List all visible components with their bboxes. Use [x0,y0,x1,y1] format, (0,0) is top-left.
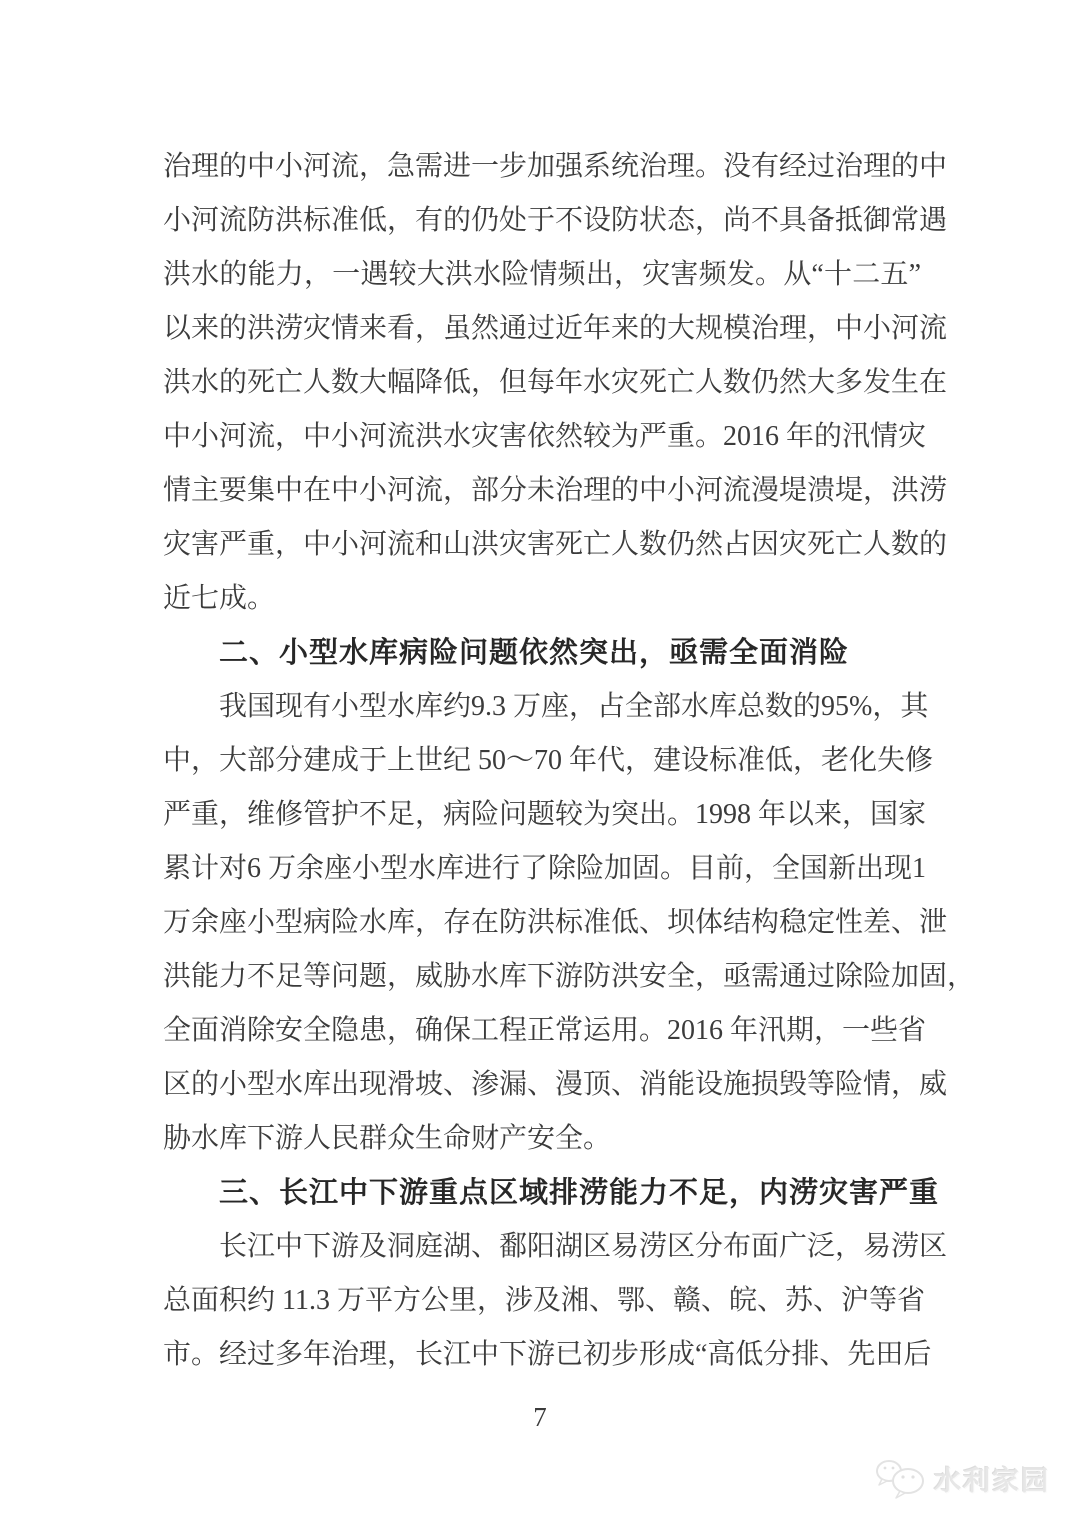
watermark [874,1456,1050,1500]
body-line: 中，大部分建成于上世纪 50～70 年代，建设标准低，老化失修 [163,745,934,776]
wechat-icon [874,1456,928,1500]
body-line: 长江中下游及洞庭湖、鄱阳湖区易涝区分布面广泛，易涝区 [219,1231,948,1262]
body-line: 小河流防洪标准低，有的仍处于不设防状态，尚不具备抵御常遇 [163,205,948,236]
text-column [163,140,976,1382]
body-line: 严重，维修管护不足，病险问题较为突出。1998 年以来，国家 [163,799,927,830]
body-line: 万余座小型病险水库，存在防洪标准低、坝体结构稳定性差、泄 [163,907,948,938]
body-line: 洪水的能力，一遇较大洪水险情频出，灾害频发。从“十二五” [163,259,921,290]
body-line: 治理的中小河流，急需进一步加强系统治理。没有经过治理的中 [163,151,948,182]
body-line: 情主要集中在中小河流，部分未治理的中小河流漫堤溃堤，洪涝 [163,475,948,506]
body-line: 洪水的死亡人数大幅降低，但每年水灾死亡人数仍然大多发生在 [163,367,948,398]
body-line: 总面积约 11.3 万平方公里，涉及湘、鄂、赣、皖、苏、沪等省 [163,1285,925,1316]
body-line: 近七成。 [163,583,276,614]
body-line: 以来的洪涝灾情来看，虽然通过近年来的大规模治理，中小河流 [163,313,948,344]
section-heading-3: 三、长江中下游重点区域排涝能力不足，内涝灾害严重 [219,1177,940,1209]
section-heading-2: 二、小型水库病险问题依然突出，亟需全面消险 [219,637,850,669]
body-line: 我国现有小型水库约9.3 万座，占全部水库总数的95%，其 [219,691,929,722]
body-line: 洪能力不足等问题，威胁水库下游防洪安全，亟需通过除险加固， [163,961,976,992]
body-line: 区的小型水库出现滑坡、渗漏、漫顶、消能设施损毁等险情，威 [163,1069,948,1100]
page-number: 7 [533,1402,547,1432]
body-line: 市。经过多年治理，长江中下游已初步形成“高低分排、先田后 [163,1339,932,1370]
body-line: 灾害严重，中小河流和山洪灾害死亡人数仍然占因灾死亡人数的 [163,529,948,560]
body-line: 累计对6 万余座小型水库进行了除险加固。目前，全国新出现1 [163,853,927,884]
body-line: 中小河流，中小河流洪水灾害依然较为严重。2016 年的汛情灾 [163,421,927,452]
body-line: 胁水库下游人民群众生命财产安全。 [163,1123,612,1154]
body-line: 全面消除安全隐患，确保工程正常运用。2016 年汛期，一些省 [163,1015,927,1046]
watermark-label: 水利家园 [934,1465,1050,1496]
